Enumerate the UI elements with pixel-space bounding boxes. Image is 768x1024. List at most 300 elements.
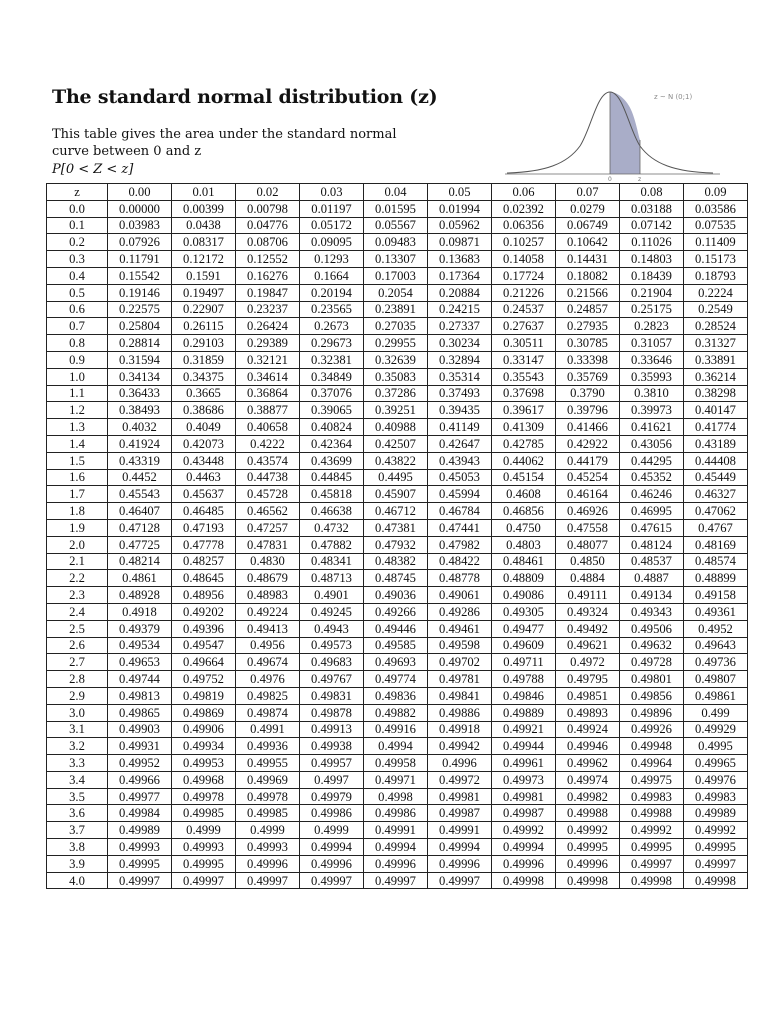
row-z-value: 0.0: [47, 200, 108, 217]
table-cell: 0.49965: [684, 755, 748, 772]
table-cell: 0.49036: [364, 587, 428, 604]
table-cell: 0.4943: [300, 620, 364, 637]
table-cell: 0.4803: [492, 536, 556, 553]
column-header: 0.06: [492, 184, 556, 201]
table-cell: 0.49998: [620, 872, 684, 889]
table-cell: 0.42507: [364, 435, 428, 452]
table-cell: 0.2673: [300, 318, 364, 335]
table-cell: 0.49995: [108, 855, 172, 872]
table-cell: 0.44062: [492, 452, 556, 469]
table-cell: 0.27935: [556, 318, 620, 335]
table-cell: 0.49924: [556, 721, 620, 738]
table-cell: 0.47441: [428, 519, 492, 536]
table-cell: 0.47128: [108, 519, 172, 536]
table-cell: 0.4452: [108, 469, 172, 486]
table-row: [47, 284, 748, 301]
table-cell: 0.2224: [684, 284, 748, 301]
table-cell: 0.49865: [108, 704, 172, 721]
table-cell: 0.48124: [620, 536, 684, 553]
row-z-value: 1.8: [47, 503, 108, 520]
probability-formula: P[0 < Z < z]: [52, 162, 134, 177]
table-cell: 0.45818: [300, 486, 364, 503]
table-cell: 0.43574: [236, 452, 300, 469]
table-cell: 0.49788: [492, 671, 556, 688]
row-z-value: 2.1: [47, 553, 108, 570]
table-cell: 0.07926: [108, 234, 172, 251]
row-z-value: 3.3: [47, 755, 108, 772]
table-cell: 0.49245: [300, 603, 364, 620]
row-z-value: 0.5: [47, 284, 108, 301]
table-cell: 0.24537: [492, 301, 556, 318]
table-cell: 0.49813: [108, 687, 172, 704]
table-cell: 0.29955: [364, 335, 428, 352]
table-cell: 0.49767: [300, 671, 364, 688]
table-cell: 0.42073: [172, 435, 236, 452]
table-cell: 0.49896: [620, 704, 684, 721]
table-cell: 0.19847: [236, 284, 300, 301]
table-cell: 0.49936: [236, 738, 300, 755]
table-cell: 0.31057: [620, 335, 684, 352]
table-cell: 0.40147: [684, 402, 748, 419]
table-cell: 0.37493: [428, 385, 492, 402]
table-cell: 0.49343: [620, 603, 684, 620]
table-cell: 0.40824: [300, 419, 364, 436]
table-cell: 0.39617: [492, 402, 556, 419]
table-cell: 0.40658: [236, 419, 300, 436]
table-cell: 0.48899: [684, 570, 748, 587]
row-z-value: 2.5: [47, 620, 108, 637]
table-cell: 0.4861: [108, 570, 172, 587]
row-z-value: 2.8: [47, 671, 108, 688]
table-cell: 0.23891: [364, 301, 428, 318]
table-cell: 0.49111: [556, 587, 620, 604]
table-cell: 0.32639: [364, 351, 428, 368]
table-cell: 0.49934: [172, 738, 236, 755]
table-cell: 0.03983: [108, 217, 172, 234]
table-cell: 0.48928: [108, 587, 172, 604]
distribution-label: z ~ N (0;1): [654, 93, 693, 101]
table-cell: 0.01595: [364, 200, 428, 217]
row-z-value: 0.6: [47, 301, 108, 318]
table-cell: 0.4049: [172, 419, 236, 436]
row-z-value: 3.4: [47, 771, 108, 788]
row-z-value: 3.8: [47, 839, 108, 856]
table-cell: 0.49992: [620, 822, 684, 839]
table-cell: 0.49987: [428, 805, 492, 822]
table-cell: 0.49989: [108, 822, 172, 839]
table-cell: 0.4901: [300, 587, 364, 604]
table-row: [47, 368, 748, 385]
table-cell: 0.49841: [428, 687, 492, 704]
table-cell: 0.49997: [300, 872, 364, 889]
table-cell: 0.49361: [684, 603, 748, 620]
table-cell: 0.49931: [108, 738, 172, 755]
column-header: 0.05: [428, 184, 492, 201]
row-z-value: 2.6: [47, 637, 108, 654]
table-cell: 0.48169: [684, 536, 748, 553]
column-header: 0.09: [684, 184, 748, 201]
table-cell: 0.49819: [172, 687, 236, 704]
row-z-value: 1.2: [47, 402, 108, 419]
table-cell: 0.35083: [364, 368, 428, 385]
table-cell: 0.49492: [556, 620, 620, 637]
table-cell: 0.41466: [556, 419, 620, 436]
column-header: 0.00: [108, 184, 172, 201]
table-cell: 0.49324: [556, 603, 620, 620]
table-cell: 0.4999: [236, 822, 300, 839]
table-cell: 0.4996: [428, 755, 492, 772]
table-row: [47, 435, 748, 452]
table-cell: 0.49997: [364, 872, 428, 889]
table-cell: 0.45907: [364, 486, 428, 503]
table-cell: 0.43943: [428, 452, 492, 469]
table-cell: 0.06356: [492, 217, 556, 234]
table-cell: 0.4830: [236, 553, 300, 570]
table-cell: 0.36214: [684, 368, 748, 385]
z-table: [46, 183, 748, 889]
table-cell: 0.00399: [172, 200, 236, 217]
table-cell: 0.49379: [108, 620, 172, 637]
table-cell: 0.49926: [620, 721, 684, 738]
table-cell: 0.48713: [300, 570, 364, 587]
table-cell: 0.43189: [684, 435, 748, 452]
table-row: [47, 855, 748, 872]
table-row: [47, 570, 748, 587]
table-cell: 0.4463: [172, 469, 236, 486]
table-cell: 0.49997: [172, 872, 236, 889]
table-cell: 0.24857: [556, 301, 620, 318]
table-row: [47, 318, 748, 335]
table-row: [47, 788, 748, 805]
table-cell: 0.4887: [620, 570, 684, 587]
table-cell: 0.49993: [172, 839, 236, 856]
table-cell: 0.46784: [428, 503, 492, 520]
table-cell: 0.2549: [684, 301, 748, 318]
table-cell: 0.49929: [684, 721, 748, 738]
table-cell: 0.46246: [620, 486, 684, 503]
table-cell: 0.09095: [300, 234, 364, 251]
table-cell: 0.03586: [684, 200, 748, 217]
table-cell: 0.49964: [620, 755, 684, 772]
table-cell: 0.48983: [236, 587, 300, 604]
table-cell: 0.47882: [300, 536, 364, 553]
table-cell: 0.49991: [364, 822, 428, 839]
table-cell: 0.36864: [236, 385, 300, 402]
table-cell: 0.49977: [108, 788, 172, 805]
row-z-value: 4.0: [47, 872, 108, 889]
table-cell: 0.14058: [492, 251, 556, 268]
table-cell: 0.49061: [428, 587, 492, 604]
row-z-value: 1.5: [47, 452, 108, 469]
table-cell: 0.49952: [108, 755, 172, 772]
table-cell: 0.49944: [492, 738, 556, 755]
table-cell: 0.29673: [300, 335, 364, 352]
table-row: [47, 687, 748, 704]
table-cell: 0.4884: [556, 570, 620, 587]
table-row: [47, 301, 748, 318]
table-cell: 0.41774: [684, 419, 748, 436]
table-cell: 0.49921: [492, 721, 556, 738]
table-cell: 0.39435: [428, 402, 492, 419]
table-cell: 0.49983: [684, 788, 748, 805]
table-cell: 0.4732: [300, 519, 364, 536]
table-cell: 0.0279: [556, 200, 620, 217]
table-cell: 0.35543: [492, 368, 556, 385]
table-cell: 0.49981: [492, 788, 556, 805]
table-cell: 0.48257: [172, 553, 236, 570]
table-cell: 0.49224: [236, 603, 300, 620]
table-cell: 0.49702: [428, 654, 492, 671]
table-cell: 0.49916: [364, 721, 428, 738]
table-cell: 0.49994: [300, 839, 364, 856]
table-cell: 0.4999: [300, 822, 364, 839]
table-cell: 0.37076: [300, 385, 364, 402]
row-z-value: 2.3: [47, 587, 108, 604]
table-cell: 0.49998: [492, 872, 556, 889]
table-cell: 0.45254: [556, 469, 620, 486]
table-cell: 0.49598: [428, 637, 492, 654]
table-cell: 0.49978: [236, 788, 300, 805]
table-cell: 0.4222: [236, 435, 300, 452]
table-cell: 0.34614: [236, 368, 300, 385]
table-cell: 0.49978: [172, 788, 236, 805]
table-cell: 0.49968: [172, 771, 236, 788]
table-cell: 0.31594: [108, 351, 172, 368]
table-cell: 0.49992: [492, 822, 556, 839]
table-cell: 0.49609: [492, 637, 556, 654]
table-row: [47, 872, 748, 889]
table-cell: 0.47558: [556, 519, 620, 536]
row-z-value: 1.9: [47, 519, 108, 536]
table-cell: 0.47062: [684, 503, 748, 520]
table-cell: 0.49774: [364, 671, 428, 688]
table-cell: 0.15542: [108, 267, 172, 284]
table-cell: 0.05567: [364, 217, 428, 234]
row-z-value: 0.2: [47, 234, 108, 251]
table-cell: 0.49994: [428, 839, 492, 856]
table-cell: 0.21904: [620, 284, 684, 301]
table-cell: 0.25804: [108, 318, 172, 335]
table-cell: 0.49903: [108, 721, 172, 738]
table-cell: 0.46327: [684, 486, 748, 503]
table-cell: 0.49851: [556, 687, 620, 704]
table-cell: 0.49989: [684, 805, 748, 822]
table-cell: 0.49886: [428, 704, 492, 721]
table-cell: 0.49996: [300, 855, 364, 872]
table-cell: 0.45154: [492, 469, 556, 486]
table-cell: 0.49869: [172, 704, 236, 721]
table-cell: 0.49995: [172, 855, 236, 872]
table-cell: 0.49711: [492, 654, 556, 671]
table-row: [47, 503, 748, 520]
table-cell: 0.49987: [492, 805, 556, 822]
table-cell: 0.35769: [556, 368, 620, 385]
table-cell: 0.49955: [236, 755, 300, 772]
table-cell: 0.4976: [236, 671, 300, 688]
table-cell: 0.17364: [428, 267, 492, 284]
table-cell: 0.49836: [364, 687, 428, 704]
column-header: 0.07: [556, 184, 620, 201]
table-cell: 0.33398: [556, 351, 620, 368]
table-cell: 0.38298: [684, 385, 748, 402]
table-cell: 0.19146: [108, 284, 172, 301]
table-cell: 0.43699: [300, 452, 364, 469]
table-cell: 0.21566: [556, 284, 620, 301]
table-cell: 0.01994: [428, 200, 492, 217]
table-cell: 0.49795: [556, 671, 620, 688]
table-cell: 0.11791: [108, 251, 172, 268]
table-cell: 0.49461: [428, 620, 492, 637]
table-cell: 0.35993: [620, 368, 684, 385]
table-cell: 0.43822: [364, 452, 428, 469]
table-cell: 0.4918: [108, 603, 172, 620]
table-row: [47, 587, 748, 604]
axis-label-zero: 0: [608, 176, 612, 183]
table-cell: 0.49861: [684, 687, 748, 704]
table-cell: 0.49736: [684, 654, 748, 671]
table-cell: 0.04776: [236, 217, 300, 234]
table-cell: 0.12172: [172, 251, 236, 268]
table-cell: 0.09871: [428, 234, 492, 251]
row-z-value: 1.7: [47, 486, 108, 503]
column-header: 0.02: [236, 184, 300, 201]
table-cell: 0.10257: [492, 234, 556, 251]
table-cell: 0.49413: [236, 620, 300, 637]
table-row: [47, 419, 748, 436]
table-cell: 0.44295: [620, 452, 684, 469]
table-cell: 0.49664: [172, 654, 236, 671]
table-cell: 0.35314: [428, 368, 492, 385]
table-cell: 0.49988: [556, 805, 620, 822]
table-cell: 0.49534: [108, 637, 172, 654]
table-cell: 0.23237: [236, 301, 300, 318]
table-cell: 0.49973: [492, 771, 556, 788]
table-cell: 0.11026: [620, 234, 684, 251]
table-cell: 0.45728: [236, 486, 300, 503]
table-cell: 0.49993: [108, 839, 172, 856]
table-cell: 0.49948: [620, 738, 684, 755]
row-z-value: 0.7: [47, 318, 108, 335]
table-cell: 0.49975: [620, 771, 684, 788]
table-cell: 0.08706: [236, 234, 300, 251]
table-row: [47, 469, 748, 486]
table-cell: 0.41309: [492, 419, 556, 436]
table-cell: 0.47831: [236, 536, 300, 553]
table-cell: 0.44179: [556, 452, 620, 469]
table-row: [47, 536, 748, 553]
table-cell: 0.40988: [364, 419, 428, 436]
table-cell: 0.28524: [684, 318, 748, 335]
table-cell: 0.49979: [300, 788, 364, 805]
table-cell: 0.1664: [300, 267, 364, 284]
table-row: [47, 704, 748, 721]
table-cell: 0.39251: [364, 402, 428, 419]
table-cell: 0.49585: [364, 637, 428, 654]
table-row: [47, 217, 748, 234]
table-cell: 0.49983: [620, 788, 684, 805]
row-z-value: 3.7: [47, 822, 108, 839]
table-cell: 0.49958: [364, 755, 428, 772]
table-cell: 0.49506: [620, 620, 684, 637]
table-cell: 0.43319: [108, 452, 172, 469]
axis-label-z: z: [638, 176, 642, 183]
table-cell: 0.38493: [108, 402, 172, 419]
table-cell: 0.49305: [492, 603, 556, 620]
column-header: 0.03: [300, 184, 364, 201]
table-cell: 0.49266: [364, 603, 428, 620]
table-cell: 0.46856: [492, 503, 556, 520]
table-cell: 0.49632: [620, 637, 684, 654]
table-cell: 0.41149: [428, 419, 492, 436]
row-z-value: 0.8: [47, 335, 108, 352]
table-cell: 0.03188: [620, 200, 684, 217]
table-row: [47, 519, 748, 536]
table-cell: 0.49976: [684, 771, 748, 788]
table-cell: 0.02392: [492, 200, 556, 217]
table-row: [47, 771, 748, 788]
table-cell: 0.4956: [236, 637, 300, 654]
table-cell: 0.49573: [300, 637, 364, 654]
table-row: [47, 351, 748, 368]
table-cell: 0.49992: [684, 822, 748, 839]
table-cell: 0.13307: [364, 251, 428, 268]
row-z-value: 3.6: [47, 805, 108, 822]
table-cell: 0.46485: [172, 503, 236, 520]
table-cell: 0.49985: [172, 805, 236, 822]
table-description: This table gives the area under the standard normal curve between 0 and z: [52, 127, 397, 159]
table-cell: 0.49396: [172, 620, 236, 637]
row-z-value: 2.9: [47, 687, 108, 704]
table-cell: 0.27035: [364, 318, 428, 335]
table-cell: 0.49996: [236, 855, 300, 872]
table-cell: 0.4991: [236, 721, 300, 738]
table-cell: 0.46164: [556, 486, 620, 503]
table-cell: 0.49547: [172, 637, 236, 654]
table-cell: 0.43056: [620, 435, 684, 452]
table-cell: 0.4032: [108, 419, 172, 436]
table-cell: 0.4972: [556, 654, 620, 671]
table-cell: 0.17003: [364, 267, 428, 284]
table-cell: 0.48422: [428, 553, 492, 570]
table-cell: 0.49693: [364, 654, 428, 671]
table-cell: 0.47725: [108, 536, 172, 553]
table-cell: 0.41621: [620, 419, 684, 436]
table-cell: 0.39973: [620, 402, 684, 419]
table-cell: 0.48778: [428, 570, 492, 587]
row-z-value: 2.4: [47, 603, 108, 620]
table-cell: 0.46407: [108, 503, 172, 520]
table-cell: 0.49893: [556, 704, 620, 721]
table-row: [47, 335, 748, 352]
table-cell: 0.0438: [172, 217, 236, 234]
table-row: [47, 738, 748, 755]
table-row: [47, 200, 748, 217]
table-row: [47, 839, 748, 856]
table-cell: 0.49962: [556, 755, 620, 772]
table-cell: 0.49994: [364, 839, 428, 856]
table-cell: 0.47193: [172, 519, 236, 536]
table-row: [47, 486, 748, 503]
table-row: [47, 603, 748, 620]
table-cell: 0.37286: [364, 385, 428, 402]
table-cell: 0.49972: [428, 771, 492, 788]
table-cell: 0.26115: [172, 318, 236, 335]
table-cell: 0.49744: [108, 671, 172, 688]
table-cell: 0.26424: [236, 318, 300, 335]
table-cell: 0.49986: [300, 805, 364, 822]
table-cell: 0.46995: [620, 503, 684, 520]
table-row: [47, 452, 748, 469]
